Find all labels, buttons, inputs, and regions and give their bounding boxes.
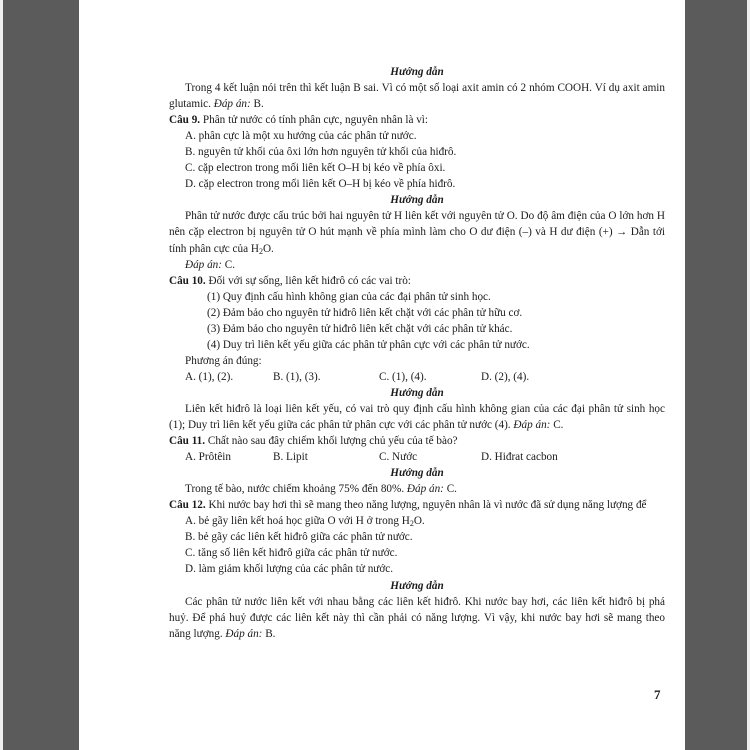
guide-heading: Hướng dẫn [390, 579, 444, 592]
option-c: C. Nước [379, 451, 418, 464]
option-a: A. (1), (2). [185, 370, 234, 383]
option-d: D. (2), (4). [481, 370, 530, 383]
option-c: C. (1), (4). [379, 370, 427, 383]
option-b: B. Lipit [273, 451, 308, 464]
question-12: Câu 12. Khi nước bay hơi thì sẽ mang theo năng lượng, nguyên nhân là vì nước đã sử dụng năng lượng để [169, 499, 647, 512]
statement: (2) Đảm bảo cho nguyên tử hiđrô liên kết chặt với các phân tử hữu cơ. [207, 306, 523, 319]
guide-heading: Hướng dẫn [390, 386, 444, 399]
option-d: D. cặp electron trong mối liên kết O–H bị kéo về phía hiđrô. [185, 178, 456, 191]
option-a: A. phân cực là một xu hướng của các phân tử nước. [185, 130, 417, 143]
question-9: Câu 9. Phân tử nước có tính phân cực, nguyên nhân là vì: [169, 114, 429, 127]
page-content [169, 64, 665, 642]
explanation: Phân tử nước được cấu trúc bởi hai nguyên tử H liên kết với nguyên tử O. Do độ âm điện của O lớn hơn H nên cặp electron bị nguyên tử O hút mạnh về phía mình làm cho O dư điện (–) và H dư điện (+) → Dẫn tới tính phân cực của $H_2O$. [169, 210, 665, 256]
option-d: D. làm giảm khối lượng của các phân tử nước. [185, 563, 394, 576]
statement: (1) Quy định cấu hình không gian của các đại phân tử sinh học. [207, 290, 491, 303]
explanation: Các phân tử nước liên kết với nhau bằng các liên kết hiđrô. Khi nước bay hơi, các liên kết hiđrô bị phá huỷ. Để phá huỷ được các liên kết này thì cần phải có năng lượng. Vì vậy, khi nước bay hơi sẽ mang theo năng lượng. Đáp án: B. [169, 595, 665, 640]
statement: (4) Duy trì liên kết yếu giữa các phân tử phân cực với các phân tử nước. [207, 338, 530, 351]
viewer-frame-left [0, 0, 79, 750]
option-d: D. Hiđrat cacbon [481, 451, 558, 464]
answer: Đáp án: C. [185, 258, 236, 271]
question-10: Câu 10. Đối với sự sống, liên kết hiđrô có các vai trò: [169, 274, 411, 287]
explanation: Liên kết hiđrô là loại liên kết yếu, có vai trò quy định cấu hình không gian của các đại phân tử sinh học (1); Duy trì liên kết yếu giữa các phân tử phân cực với các phân tử nước (4). Đáp án: C. [169, 402, 665, 432]
option-c: C. cặp electron trong mối liên kết O–H bị kéo về phía ôxi. [185, 162, 446, 175]
viewer-frame-right [685, 0, 750, 750]
guide-heading: Hướng dẫn [390, 66, 444, 78]
answer-prompt: Phương án đúng: [185, 354, 262, 367]
option-b: B. bẻ gãy các liên kết hiđrô giữa các phân tử nước. [185, 531, 413, 544]
explanation: Trong 4 kết luận nói trên thì kết luận B sai. Vì có một số loại axit amin có 2 nhóm COOH. Ví dụ axit amin glutamic. Đáp án: B. [169, 82, 665, 111]
guide-heading: Hướng dẫn [390, 467, 444, 480]
question-11: Câu 11. Chất nào sau đây chiếm khối lượng chủ yếu của tế bào? [169, 435, 458, 448]
option-b: B. nguyên tử khối của ôxi lớn hơn nguyên tử khối của hiđrô. [185, 146, 457, 159]
statement: (3) Đảm bảo cho nguyên tử hiđrô liên kết chặt với các phân tử khác. [207, 322, 513, 335]
options-row [169, 369, 665, 385]
option-b: B. (1), (3). [273, 370, 321, 383]
options-row [169, 449, 665, 465]
document-page [79, 0, 685, 750]
page-number: 7 [654, 687, 661, 702]
explanation: Trong tế bào, nước chiếm khoảng 75% đến 80%. Đáp án: C. [185, 483, 457, 496]
option-c: C. tăng số liên kết hiđrô giữa các phân tử nước. [185, 547, 398, 560]
option-a: A. Prôtêin [185, 451, 231, 464]
option-a: A. bẻ gãy liên kết hoá học giữa O với H ở trong $H_2O$. [185, 515, 425, 529]
guide-heading: Hướng dẫn [390, 194, 444, 207]
